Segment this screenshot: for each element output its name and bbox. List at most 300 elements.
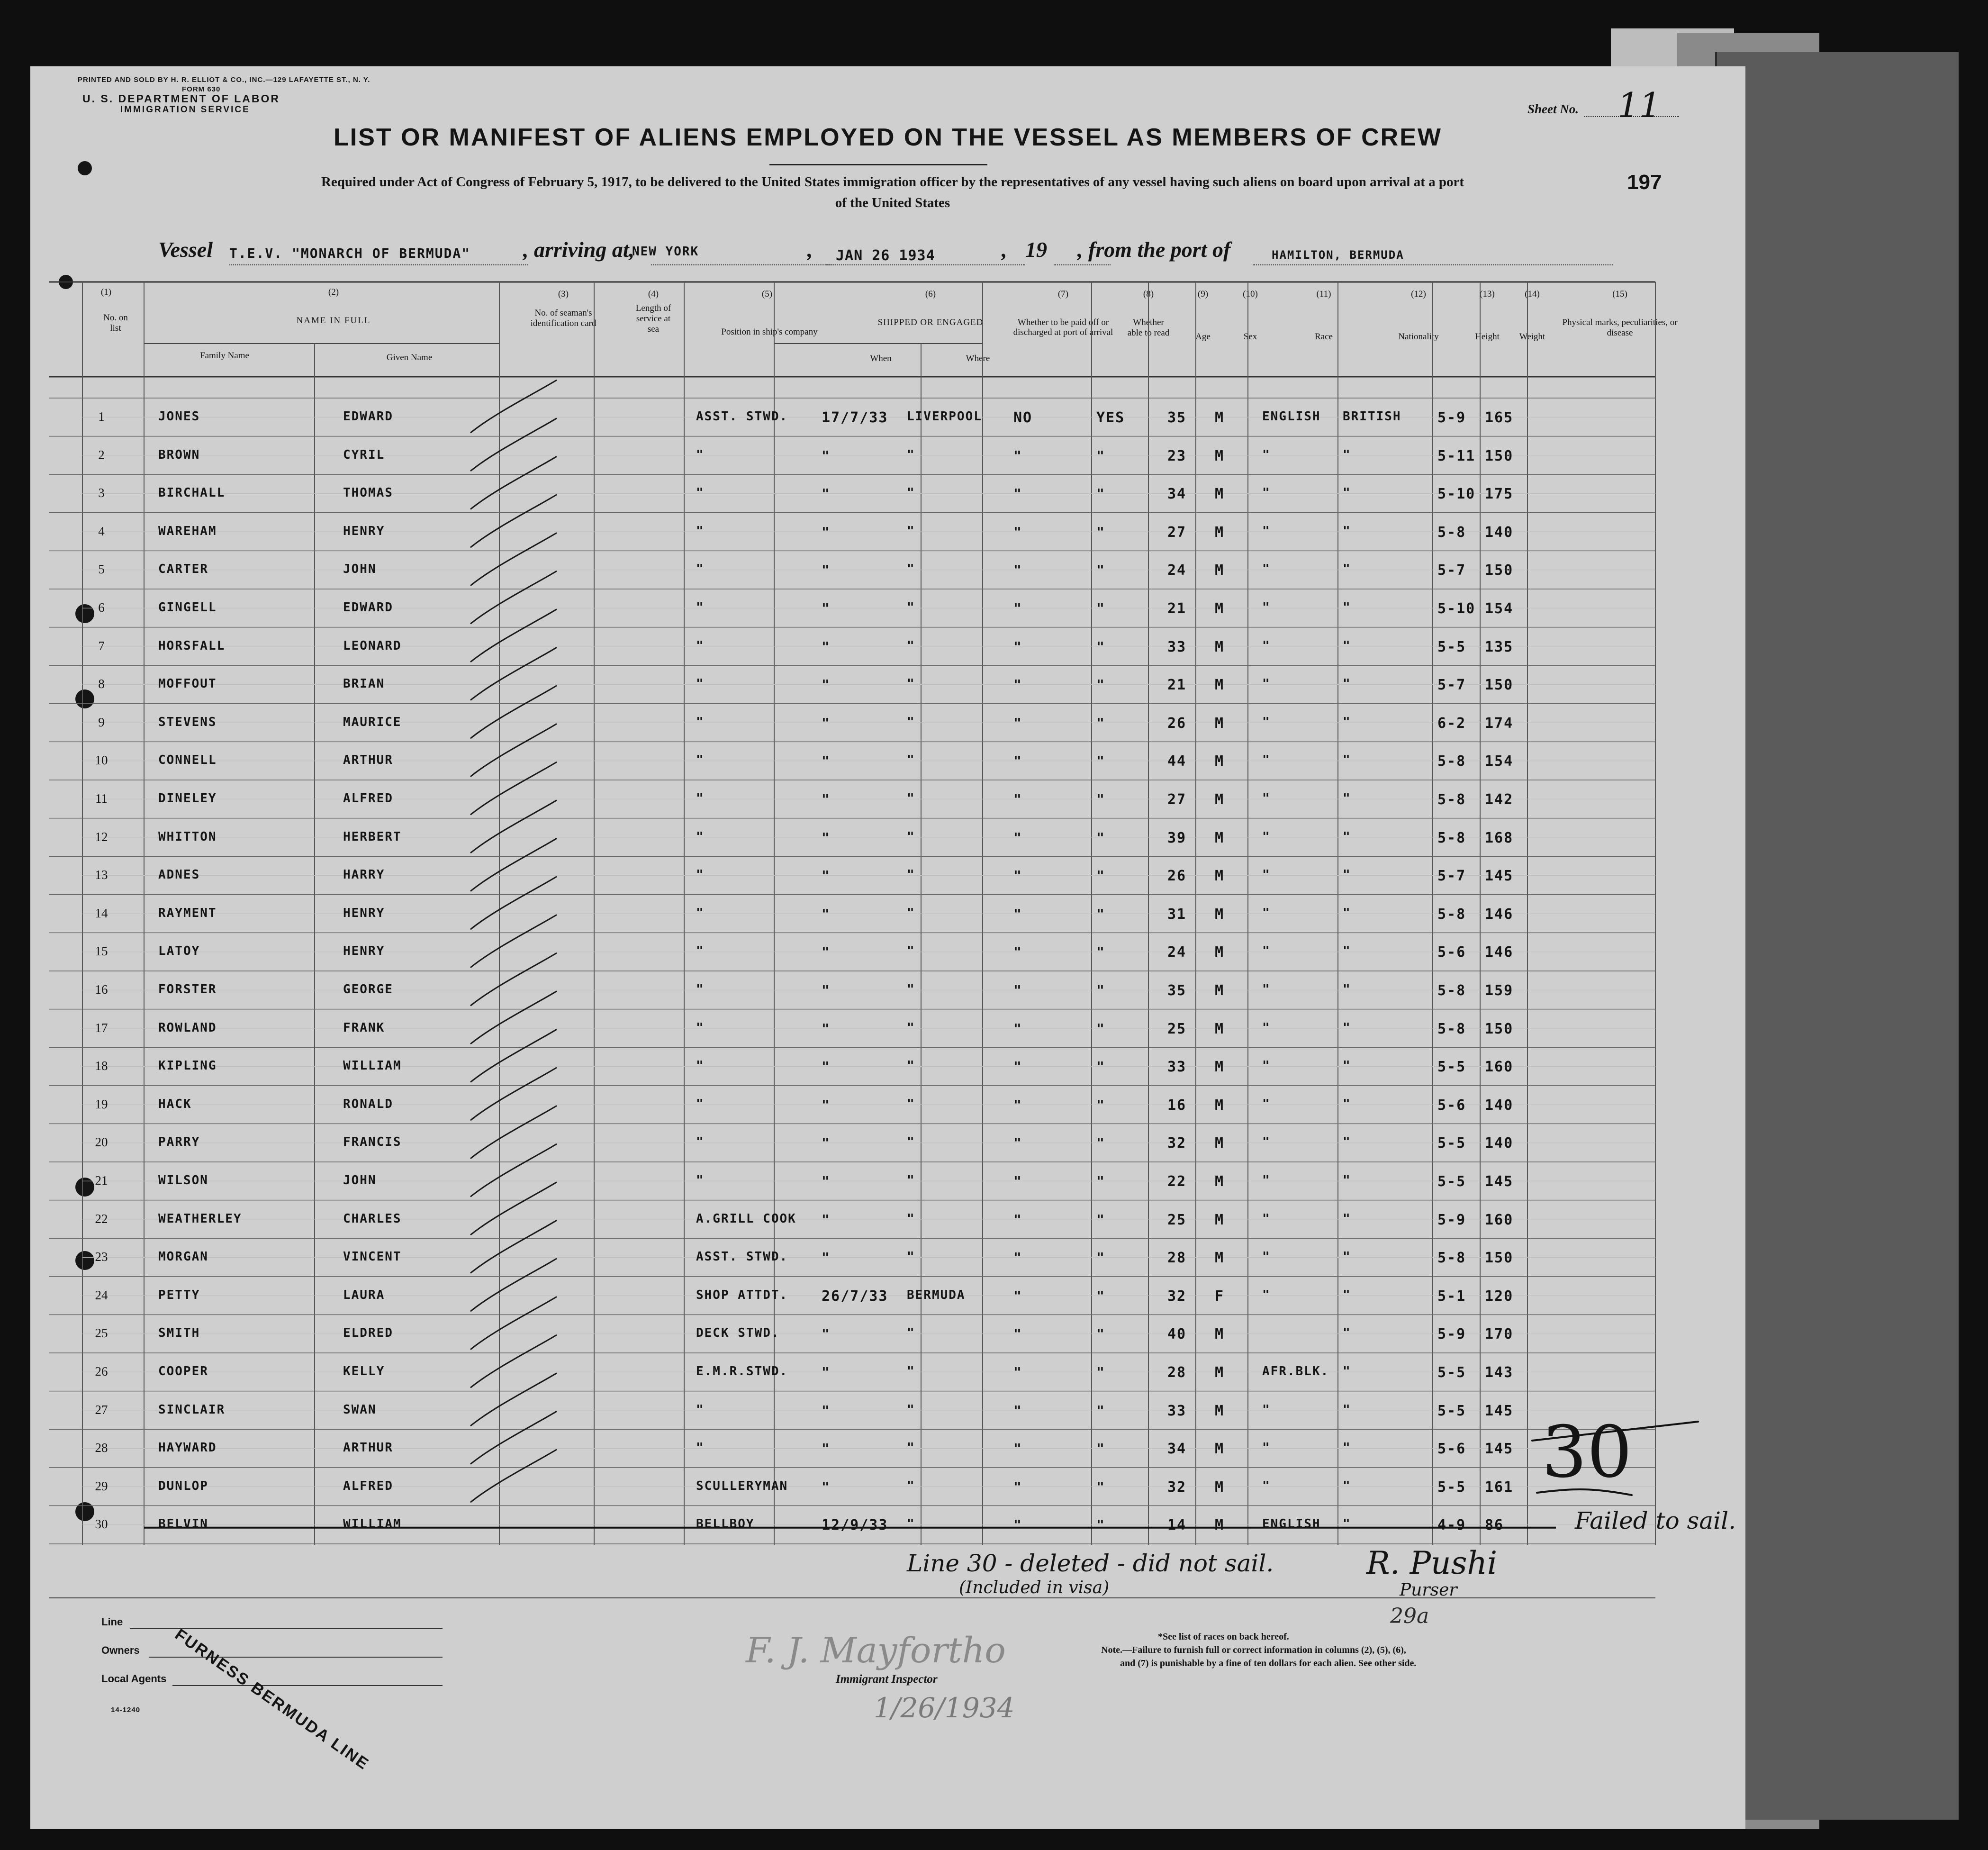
- cell-position: ": [696, 600, 704, 615]
- cell-read: ": [1096, 753, 1104, 769]
- cell-race: ": [1262, 1059, 1270, 1073]
- cell-weight: 159: [1485, 982, 1514, 999]
- cell-given: CHARLES: [343, 1211, 402, 1226]
- cell-sex: M: [1215, 447, 1225, 464]
- cell-read: ": [1096, 1326, 1104, 1342]
- cell-nationality: ": [1343, 753, 1350, 768]
- cell-age: 24: [1167, 944, 1187, 961]
- cell-no: 14: [95, 906, 108, 920]
- local-agents-label: Local Agents: [101, 1673, 167, 1685]
- cell-no: 13: [95, 868, 108, 882]
- cell-read: ": [1096, 1288, 1104, 1304]
- cell-paid: ": [1013, 1020, 1021, 1036]
- cell-family: RAYMENT: [158, 906, 217, 920]
- cell-nationality: BRITISH: [1343, 409, 1401, 424]
- cell-when: ": [822, 982, 830, 998]
- cell-race: ": [1262, 715, 1270, 729]
- cell-height: 5-5: [1437, 1059, 1466, 1076]
- id-card-slash: [471, 762, 556, 815]
- cell-sex: M: [1215, 1326, 1225, 1343]
- cell-where: ": [907, 1441, 914, 1455]
- cell-given: LEONARD: [343, 638, 402, 653]
- cell-sex: M: [1215, 1135, 1225, 1152]
- cell-nationality: ": [1343, 638, 1350, 653]
- col-length-service: Length of service at sea: [635, 303, 671, 334]
- cell-weight: 161: [1485, 1478, 1514, 1496]
- cell-nationality: ": [1343, 1135, 1350, 1150]
- cell-nationality: ": [1343, 447, 1350, 462]
- cell-nationality: ": [1343, 906, 1350, 920]
- cell-sex: F: [1215, 1288, 1225, 1305]
- cell-age: 26: [1167, 868, 1187, 885]
- cell-read: ": [1096, 1441, 1104, 1457]
- cell-nationality: ": [1343, 562, 1350, 577]
- cell-sex: M: [1215, 600, 1225, 617]
- cell-given: JOHN: [343, 562, 377, 577]
- cell-no: 2: [98, 447, 105, 462]
- cell-weight: 145: [1485, 1441, 1514, 1458]
- cell-nationality: ": [1343, 486, 1350, 500]
- id-card-slash: [471, 648, 556, 700]
- cell-nationality: ": [1343, 715, 1350, 729]
- cell-paid: ": [1013, 1059, 1021, 1075]
- cell-height: 5-7: [1437, 868, 1466, 885]
- cell-where: ": [907, 1364, 914, 1378]
- cell-age: 33: [1167, 1059, 1187, 1076]
- cell-age: 22: [1167, 1173, 1187, 1190]
- cell-where: BERMUDA: [907, 1288, 966, 1302]
- cell-height: 5-5: [1437, 1478, 1466, 1496]
- id-card-slash: [471, 1259, 556, 1311]
- cell-given: EDWARD: [343, 600, 393, 615]
- cell-age: 44: [1167, 753, 1187, 770]
- cell-paid: ": [1013, 1135, 1021, 1151]
- cell-given: WILLIAM: [343, 1059, 402, 1073]
- underlying-sheet: [1715, 52, 1959, 1820]
- cell-paid: ": [1013, 1250, 1021, 1266]
- cell-given: ALFRED: [343, 791, 393, 806]
- cell-position: ": [696, 1097, 704, 1111]
- purser-signature: R. Pushi: [1366, 1545, 1498, 1581]
- cell-no: 4: [98, 524, 105, 538]
- cell-given: KELLY: [343, 1364, 385, 1378]
- cell-weight: 150: [1485, 447, 1514, 464]
- cell-race: ": [1262, 562, 1270, 577]
- cell-no: 28: [95, 1441, 108, 1455]
- cell-paid: ": [1013, 1288, 1021, 1304]
- cell-age: 39: [1167, 829, 1187, 846]
- col-where: Where: [966, 354, 990, 363]
- cell-no: 27: [95, 1402, 108, 1417]
- cell-nationality: ": [1343, 677, 1350, 691]
- cell-race: AFR.BLK.: [1262, 1364, 1329, 1378]
- cell-weight: 145: [1485, 1173, 1514, 1190]
- manifest-title: LIST OR MANIFEST OF ALIENS EMPLOYED ON THE VESSEL AS MEMBERS OF CREW: [334, 124, 1442, 151]
- cell-no: 18: [95, 1059, 108, 1073]
- cell-paid: ": [1013, 1441, 1021, 1457]
- cell-nationality: ": [1343, 1402, 1350, 1417]
- cell-weight: 140: [1485, 1135, 1514, 1152]
- cell-no: 15: [95, 944, 108, 959]
- cell-given: ALFRED: [343, 1478, 393, 1493]
- cell-age: 40: [1167, 1326, 1187, 1343]
- cell-where: ": [907, 944, 914, 959]
- cell-race: ": [1262, 1250, 1270, 1264]
- total-count: 30: [1542, 1411, 1632, 1494]
- cell-paid: ": [1013, 1478, 1021, 1495]
- cell-read: ": [1096, 906, 1104, 922]
- cell-given: HENRY: [343, 524, 385, 538]
- cell-when: ": [822, 1402, 830, 1418]
- cell-paid: ": [1013, 753, 1021, 769]
- cell-family: GINGELL: [158, 600, 217, 615]
- cell-family: PARRY: [158, 1135, 200, 1150]
- cell-where: ": [907, 1173, 914, 1188]
- cell-given: EDWARD: [343, 409, 393, 424]
- cell-read: ": [1096, 1135, 1104, 1151]
- cell-paid: ": [1013, 447, 1021, 463]
- cell-given: ELDRED: [343, 1326, 393, 1341]
- cell-family: DINELEY: [158, 791, 217, 806]
- cell-weight: 145: [1485, 1402, 1514, 1419]
- cell-sex: M: [1215, 638, 1225, 655]
- cell-family: ADNES: [158, 868, 200, 882]
- cell-height: 5-5: [1437, 1173, 1466, 1190]
- cell-read: ": [1096, 1478, 1104, 1495]
- cell-given: HENRY: [343, 906, 385, 920]
- cell-when: ": [822, 486, 830, 502]
- col-seaman-id: No. of seaman's identification card: [530, 308, 596, 328]
- cell-nationality: ": [1343, 1478, 1350, 1493]
- cell-family: MOFFOUT: [158, 677, 217, 691]
- cell-race: ": [1262, 791, 1270, 806]
- cell-position: ": [696, 677, 704, 691]
- line-deleted-note: Line 30 - deleted - did not sail.: [907, 1550, 1274, 1577]
- cell-position: ": [696, 1402, 704, 1417]
- cell-no: 17: [95, 1020, 108, 1035]
- service-name: IMMIGRATION SERVICE: [120, 105, 250, 115]
- cell-paid: ": [1013, 677, 1021, 693]
- cell-given: HERBERT: [343, 829, 402, 844]
- inspector-signature: F. J. Mayfortho: [746, 1630, 1006, 1671]
- from-port: HAMILTON, BERMUDA: [1272, 248, 1404, 262]
- cell-no: 16: [95, 982, 108, 997]
- cell-paid: ": [1013, 829, 1021, 845]
- purser-title: Purser: [1400, 1580, 1457, 1600]
- cell-read: ": [1096, 715, 1104, 731]
- cell-paid: ": [1013, 1173, 1021, 1189]
- id-card-slash: [471, 1182, 556, 1234]
- cell-age: 25: [1167, 1211, 1187, 1228]
- col-age: Age: [1195, 332, 1211, 342]
- cell-nationality: ": [1343, 1211, 1350, 1226]
- sheet-number: 11: [1618, 85, 1661, 125]
- cell-family: COOPER: [158, 1364, 208, 1378]
- cell-weight: 145: [1485, 868, 1514, 885]
- cell-sex: M: [1215, 906, 1225, 923]
- cell-race: ": [1262, 1478, 1270, 1493]
- id-card-slash: [471, 724, 556, 776]
- cell-height: 5-6: [1437, 944, 1466, 961]
- cell-height: 4-9: [1437, 1517, 1466, 1534]
- cell-sex: M: [1215, 1402, 1225, 1419]
- cell-when: ": [822, 715, 830, 731]
- cell-position: ": [696, 1020, 704, 1035]
- from-port-label: , from the port of: [1077, 237, 1231, 262]
- inspector-title: Immigrant Inspector: [836, 1673, 938, 1686]
- id-card-slash: [471, 609, 556, 662]
- cell-height: 5-8: [1437, 829, 1466, 846]
- form-code: 14-1240: [111, 1706, 141, 1714]
- cell-where: ": [907, 562, 914, 577]
- cell-read: ": [1096, 1402, 1104, 1418]
- cell-height: 5-5: [1437, 1135, 1466, 1152]
- cell-position: ": [696, 1173, 704, 1188]
- cell-read: ": [1096, 1059, 1104, 1075]
- cell-read: ": [1096, 524, 1104, 540]
- cell-where: ": [907, 715, 914, 729]
- cell-nationality: ": [1343, 1097, 1350, 1111]
- cell-height: 5-9: [1437, 1211, 1466, 1228]
- cell-paid: ": [1013, 1097, 1021, 1113]
- cell-no: 6: [98, 600, 105, 615]
- cell-age: 28: [1167, 1250, 1187, 1267]
- cell-when: ": [822, 868, 830, 884]
- cell-family: HAYWARD: [158, 1441, 217, 1455]
- cell-family: WAREHAM: [158, 524, 217, 538]
- cell-sex: M: [1215, 486, 1225, 503]
- cell-when: ": [822, 1478, 830, 1495]
- race-list-note: *See list of races on back hereof.: [1158, 1632, 1289, 1642]
- printer-line: PRINTED AND SOLD BY H. R. ELLIOT & CO., INC.—129 LAFAYETTE ST., N. Y.: [78, 76, 370, 84]
- cell-sex: M: [1215, 677, 1225, 694]
- cell-where: ": [907, 1097, 914, 1111]
- cell-when: ": [822, 638, 830, 654]
- cell-age: 31: [1167, 906, 1187, 923]
- cell-nationality: ": [1343, 982, 1350, 997]
- cell-no: 23: [95, 1250, 108, 1264]
- cell-weight: 146: [1485, 944, 1514, 961]
- cell-position: A.GRILL COOK: [696, 1211, 796, 1226]
- cell-read: ": [1096, 868, 1104, 884]
- cell-height: 5-7: [1437, 562, 1466, 579]
- cell-paid: ": [1013, 982, 1021, 998]
- arriving-label: , arriving at,: [523, 237, 635, 262]
- id-card-slash: [471, 1335, 556, 1388]
- cell-sex: M: [1215, 944, 1225, 961]
- cell-given: HENRY: [343, 944, 385, 959]
- cell-where: LIVERPOOL: [907, 409, 982, 424]
- reference-code: 29a: [1390, 1604, 1429, 1628]
- id-card-slash: [471, 1221, 556, 1273]
- cell-weight: 142: [1485, 791, 1514, 808]
- cell-height: 5-7: [1437, 677, 1466, 694]
- cell-weight: 150: [1485, 1250, 1514, 1267]
- col-sex: Sex: [1243, 332, 1257, 342]
- cell-weight: 143: [1485, 1364, 1514, 1381]
- cell-given: ARTHUR: [343, 1441, 393, 1455]
- cell-sex: M: [1215, 1211, 1225, 1228]
- cell-paid: ": [1013, 791, 1021, 807]
- cell-where: ": [907, 829, 914, 844]
- cell-when: ": [822, 1364, 830, 1380]
- cell-no: 10: [95, 753, 108, 768]
- cell-no: 7: [98, 638, 105, 653]
- cell-given: CYRIL: [343, 447, 385, 462]
- cell-when: ": [822, 1211, 830, 1227]
- cell-nationality: ": [1343, 1250, 1350, 1264]
- cell-race: ": [1262, 486, 1270, 500]
- cell-no: 9: [98, 715, 105, 729]
- col-given-name: Given Name: [386, 353, 433, 363]
- cell-no: 21: [95, 1173, 108, 1188]
- id-card-slash: [471, 495, 556, 547]
- cell-height: 6-2: [1437, 715, 1466, 732]
- cell-nationality: ": [1343, 1326, 1350, 1341]
- cell-age: 32: [1167, 1288, 1187, 1305]
- cell-age: 32: [1167, 1135, 1187, 1152]
- cell-family: BROWN: [158, 447, 200, 462]
- inspection-date: 1/26/1934: [874, 1692, 1015, 1724]
- cell-position: ": [696, 447, 704, 462]
- manifest-document: PRINTED AND SOLD BY H. R. ELLIOT & CO., INC.—129 LAFAYETTE ST., N. Y. FORM 630 U. S. DEPARTMENT OF LABOR IMMIGRATION SERVICE Sheet No. 11 LIST OR MANIFEST OF ALIENS EMPLOYED ON THE VESSEL AS MEMBERS OF CREW Required under Act of Congress of February 5, 1917, to be delivered to the United States immigration officer by the representatives of any vessel having such aliens on board upon arrival at a port of the United States 197 Vessel T.E.V. "MONARCH OF BERMUDA" , arriving at, NEW YORK , JAN 26 1934 , 19 , from the port of HAMILTON, BERMUDA (1) No. on list (2) NAME IN FULL Family Name Given Name (3) No. of seaman's identification card (4) Length of service at sea (5) Position in ship's company (6) SHIPPED OR ENGAGED When Where (7) Whether to be paid off or discharged at port of arrival (8) Whether able to read (9) Age (10) Sex (11) Race (12) Nationality (13) Height (14) Weight (15) Physical marks, peculiarities, or disease 1 JONES EDWARD ASST. STWD. 17/7/33 LIVERPOOL NO YES 35 M ENGLISH BRITISH 5-9 165 2 BROWN CYRIL " " " " " 23 M " " 5-11 150 3 BIRCHALL THOMAS " " " " " 34 M " " 5-10 175 4 WAREHAM HENRY " " " " " 27 M " " 5-8 140 5 CARTER JOHN " " " " " 24 M " " 5-7 150 6 GINGELL EDWARD " " " " " 21 M " " 5-10 154 7 HORSFALL LEONARD " " " " " 33 M " " 5-5 135 8 MOFFOUT BRIAN " " " " " 21 M " " 5-7 150 9 STEVENS MAURICE " " " " " 26 M " " 6-2 174 10 CONNELL ARTHUR " " " " " 44 M " " 5-8 154 11 DINELEY ALFRED " " " " " 27 M " " 5-8 142 12 WHITTON HERBERT " " " " " 39 M " " 5-8 168 13 ADNES HARRY " " " " " 26 M " " 5-7 145 14 RAYMENT HENRY " " " " " 31 M " " 5-8 146 15 LATOY HENRY " " " " " 24 M " " 5-6 146 16 FORSTER GEORGE " " " " " 35 M " " 5-8 159 17 ROWLAND FRANK " " " " " 25 M " " 5-8 150 18 KIPLING WILLIAM " " " " " 33 M " " 5-5 160 19 HACK RONALD " " " " " 16 M " " 5-6 140 20 PARRY FRANCIS " " " " " 32 M " " 5-5 140 21 WILSON JOHN " " " " " 22 M " " 5-5 145 22 WEATHERLEY CHARLES A.GRILL COOK " " " " 25 M " " 5-9 160 23 MORGAN VINCENT ASST. STWD. " " " " 28 M " " 5-8 150 24 PETTY LAURA SHOP ATTDT. 26/7/33 BERMUDA " " 32 F " " 5-1 120 25 SMITH ELDRED DECK STWD. " " " " 40 M " 5-9 170 26 COOPER KELLY E.M.R.STWD. " " " " 28 M AFR.BLK. " 5-5 143 27 SINCLAIR SWAN " " " " " 33 M " " 5-5 145 28 HAYWARD ARTHUR " " " " " 34 M " " 5-6 145 29 DUNLOP ALFRED SCULLERYMAN " " " " 32 M " " 5-5 161 30 BELVIN WILLIAM BELLBOY 12/9/33 " " " 14 M ENGLISH " 4-9 86 30 Failed to sail. Line 30 - deleted - did not sail. (Included in visa) R. Pushi Purser 29a F. J. Mayfortho Immigrant Inspector 1/26/1934 Line Owners Local Agents 14-1240 FURNESS BERMUDA LINE *See list of races on back hereof. Note.—Failure to furnish full or correct information in columns (2), (5), (6), and (7) is punishable by a fine of ten dollars for each alien. See other side.: [30, 66, 1745, 1829]
- cell-where: ": [907, 1402, 914, 1417]
- cell-family: HACK: [158, 1097, 192, 1111]
- cell-height: 5-8: [1437, 1020, 1466, 1037]
- cell-weight: 150: [1485, 677, 1514, 694]
- cell-given: SWAN: [343, 1402, 377, 1417]
- cell-where: ": [907, 753, 914, 768]
- cell-height: 5-9: [1437, 1326, 1466, 1343]
- included-in-visa-note: (Included in visa): [959, 1578, 1110, 1597]
- cell-where: ": [907, 1211, 914, 1226]
- cell-when: ": [822, 1135, 830, 1151]
- cell-given: ARTHUR: [343, 753, 393, 768]
- cell-when: ": [822, 677, 830, 693]
- col-name-in-full: NAME IN FULL: [296, 316, 371, 326]
- sheet-label: Sheet No.: [1527, 102, 1579, 116]
- cell-position: SHOP ATTDT.: [696, 1288, 788, 1302]
- cell-given: MAURICE: [343, 715, 402, 729]
- cell-nationality: ": [1343, 1364, 1350, 1378]
- cell-height: 5-8: [1437, 906, 1466, 923]
- col-family-name: Family Name: [200, 351, 249, 361]
- cell-height: 5-8: [1437, 1250, 1466, 1267]
- cell-where: ": [907, 1517, 914, 1532]
- cell-where: ": [907, 1020, 914, 1035]
- col-shipped-engaged: SHIPPED OR ENGAGED: [877, 317, 984, 327]
- cell-read: ": [1096, 982, 1104, 998]
- cell-race: ENGLISH: [1262, 1517, 1321, 1532]
- cell-weight: 174: [1485, 715, 1514, 732]
- cell-given: HARRY: [343, 868, 385, 882]
- cell-nationality: ": [1343, 1173, 1350, 1188]
- arrival-date: JAN 26 1934: [836, 247, 935, 264]
- cell-read: ": [1096, 1250, 1104, 1266]
- cell-where: ": [907, 600, 914, 615]
- cell-family: KIPLING: [158, 1059, 217, 1073]
- cell-position: ASST. STWD.: [696, 1250, 788, 1264]
- id-card-slash: [471, 953, 556, 1006]
- penalty-note-1: Note.—Failure to furnish full or correct information in columns (2), (5), (6),: [1101, 1645, 1406, 1655]
- cell-position: ": [696, 1135, 704, 1150]
- cell-age: 21: [1167, 677, 1187, 694]
- cell-position: ": [696, 638, 704, 653]
- cell-no: 5: [98, 562, 105, 577]
- cell-race: ": [1262, 1402, 1270, 1417]
- cell-height: 5-11: [1437, 447, 1476, 464]
- cell-no: 12: [95, 829, 108, 844]
- cell-height: 5-10: [1437, 486, 1476, 503]
- cell-family: WHITTON: [158, 829, 217, 844]
- cell-no: 19: [95, 1097, 108, 1111]
- cell-read: ": [1096, 1517, 1104, 1533]
- cell-weight: 165: [1485, 409, 1514, 426]
- cell-age: 34: [1167, 1441, 1187, 1458]
- cell-no: 22: [95, 1211, 108, 1226]
- cell-weight: 154: [1485, 600, 1514, 617]
- cell-weight: 175: [1485, 486, 1514, 503]
- cell-age: 33: [1167, 1402, 1187, 1419]
- cell-given: LAURA: [343, 1288, 385, 1302]
- cell-height: 5-5: [1437, 1402, 1466, 1419]
- cell-paid: ": [1013, 715, 1021, 731]
- cell-race: ": [1262, 638, 1270, 653]
- cell-age: 14: [1167, 1517, 1187, 1534]
- cell-when: 17/7/33: [822, 409, 888, 426]
- cell-sex: M: [1215, 753, 1225, 770]
- cell-when: ": [822, 600, 830, 616]
- cell-race: ": [1262, 753, 1270, 768]
- cell-race: ": [1262, 1135, 1270, 1150]
- cell-nationality: ": [1343, 868, 1350, 882]
- cell-sex: M: [1215, 1478, 1225, 1496]
- cell-position: ": [696, 791, 704, 806]
- cell-when: ": [822, 753, 830, 769]
- cell-family: LATOY: [158, 944, 200, 959]
- cell-sex: M: [1215, 715, 1225, 732]
- cell-paid: ": [1013, 1517, 1021, 1533]
- id-card-slash: [471, 991, 556, 1043]
- cell-family: WILSON: [158, 1173, 208, 1188]
- cell-given: RONALD: [343, 1097, 393, 1111]
- cell-height: 5-8: [1437, 982, 1466, 999]
- cell-family: SINCLAIR: [158, 1402, 226, 1417]
- cell-given: JOHN: [343, 1173, 377, 1188]
- year-prefix: 19: [1025, 237, 1047, 262]
- cell-given: GEORGE: [343, 982, 393, 997]
- cell-position: ": [696, 868, 704, 882]
- cell-family: BELVIN: [158, 1517, 208, 1532]
- id-card-slash: [471, 839, 556, 891]
- cell-weight: 160: [1485, 1059, 1514, 1076]
- cell-sex: M: [1215, 1441, 1225, 1458]
- cell-given: VINCENT: [343, 1250, 402, 1264]
- cell-read: ": [1096, 600, 1104, 616]
- page-stamp: 197: [1627, 171, 1662, 194]
- cell-age: 27: [1167, 524, 1187, 541]
- cell-where: ": [907, 1250, 914, 1264]
- cell-where: ": [907, 486, 914, 500]
- cell-height: 5-1: [1437, 1288, 1466, 1305]
- cell-read: ": [1096, 1020, 1104, 1036]
- cell-when: ": [822, 1097, 830, 1113]
- cell-height: 5-6: [1437, 1441, 1466, 1458]
- cell-race: ": [1262, 1173, 1270, 1188]
- cell-family: CARTER: [158, 562, 208, 577]
- cell-weight: 154: [1485, 753, 1514, 770]
- cell-when: ": [822, 447, 830, 463]
